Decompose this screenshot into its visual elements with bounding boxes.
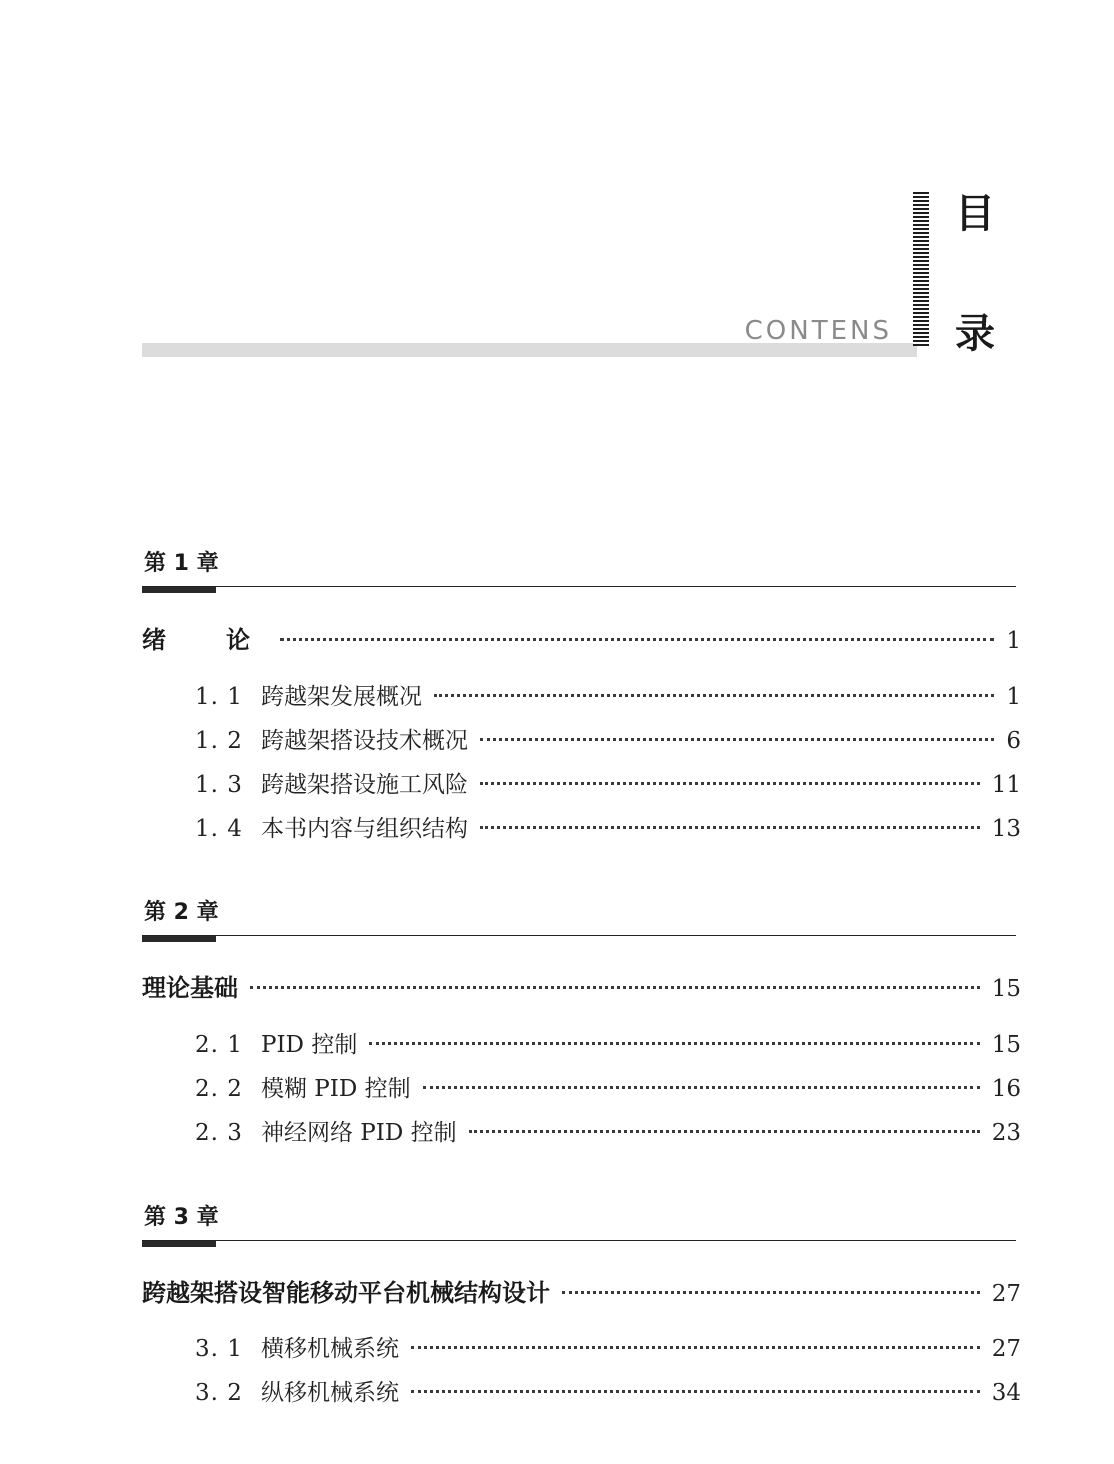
section-number: 1. 1 [195,684,243,710]
chapter-accent-bar [142,587,216,593]
page-number: 23 [991,1120,1021,1146]
dot-leader [434,694,994,697]
chapter-label: 第 3 章 [144,1205,219,1230]
chapter-divider [142,586,1016,587]
page-number: 15 [991,976,1021,1002]
section-number: 3. 1 [195,1336,243,1362]
section-number: 3. 2 [195,1380,243,1406]
dot-leader [469,1130,980,1133]
toc-section-2-1[interactable] [195,1026,1021,1059]
chapter-accent-bar [142,936,216,942]
section-number: 1. 2 [195,728,243,754]
dot-leader [369,1042,979,1045]
toc-section-1-2[interactable] [195,722,1021,755]
chapter-divider [142,935,1016,936]
page-number: 34 [991,1380,1021,1406]
toc-section-1-4[interactable] [195,810,1021,843]
dot-leader [480,826,980,829]
dot-leader [411,1390,980,1393]
page-number: 16 [991,1076,1021,1102]
section-title: PID 控制 [261,1032,358,1058]
section-number: 1. 4 [195,816,243,842]
page-number: 6 [1006,728,1021,754]
page-number: 1 [1006,628,1021,654]
chapter-accent-bar [142,1241,216,1247]
dot-leader [562,1291,980,1294]
dot-leader [280,638,994,641]
chapter-divider [142,1240,1016,1241]
page-number: 27 [991,1336,1021,1362]
dot-leader [480,782,980,785]
page-number: 27 [991,1281,1021,1307]
section-number: 1. 3 [195,772,243,798]
page-number: 11 [991,772,1021,798]
toc-section-1-3[interactable] [195,766,1021,799]
toc-chapter-2[interactable] [142,968,1021,1003]
section-title: 跨越架发展概况 [261,684,422,710]
section-title: 纵移机械系统 [261,1380,399,1406]
section-number: 2. 3 [195,1120,243,1146]
section-title: 模糊 PID 控制 [261,1076,411,1102]
section-title: 跨越架搭设施工风险 [261,772,468,798]
dot-leader [411,1346,980,1349]
toc-section-3-2[interactable] [195,1374,1021,1407]
decorative-vertical-stripes [913,192,929,346]
section-number: 2. 2 [195,1076,243,1102]
page-title-char-2: 录 [955,311,995,357]
section-number: 2. 1 [195,1032,243,1058]
chapter-title: 跨越架搭设智能移动平台机械结构设计 [142,1279,550,1307]
chapter-label: 第 2 章 [144,900,219,925]
chapter-label: 第 1 章 [144,551,219,576]
page-number: 1 [1006,684,1021,710]
contents-subtitle: CONTENS [744,316,892,346]
toc-chapter-3[interactable] [142,1273,1021,1308]
section-title: 横移机械系统 [261,1336,399,1362]
chapter-title: 绪 论 [142,626,268,654]
section-title: 跨越架搭设技术概况 [261,728,468,754]
toc-section-3-1[interactable] [195,1330,1021,1363]
page-title-char-1: 目 [955,191,995,237]
page-number: 13 [991,816,1021,842]
dot-leader [480,738,994,741]
toc-section-2-3[interactable] [195,1114,1021,1147]
section-title: 神经网络 PID 控制 [261,1120,457,1146]
dot-leader [250,986,980,989]
toc-chapter-1[interactable] [142,620,1021,655]
chapter-title: 理论基础 [142,974,238,1002]
dot-leader [423,1086,980,1089]
toc-section-2-2[interactable] [195,1070,1021,1103]
toc-section-1-1[interactable] [195,678,1021,711]
page-number: 15 [991,1032,1021,1058]
section-title: 本书内容与组织结构 [261,816,468,842]
